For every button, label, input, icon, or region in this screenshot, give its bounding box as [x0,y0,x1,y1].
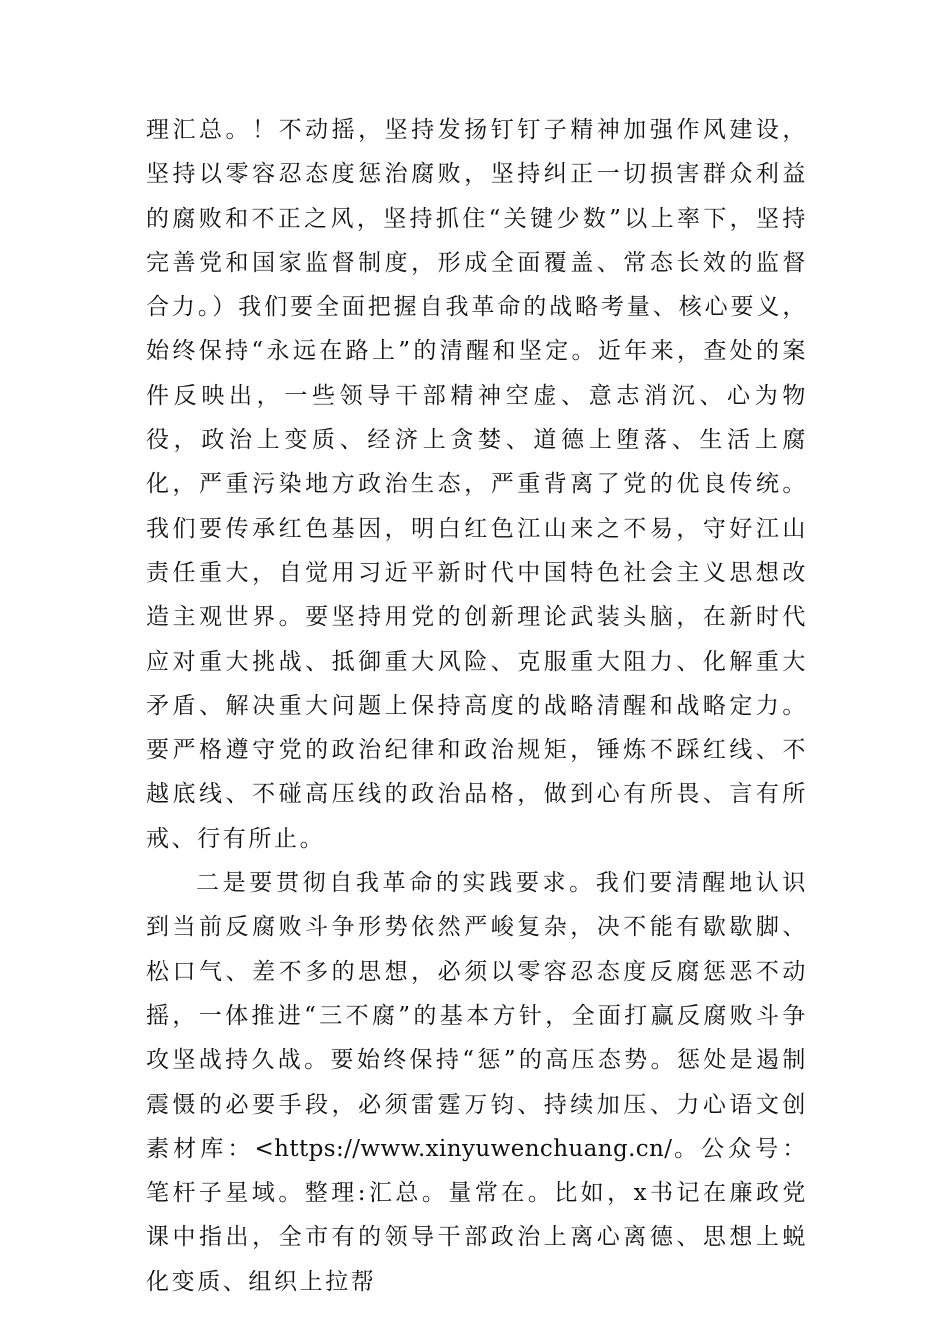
source-url: <https://www.xinyuwenchuang.cn/ [254,1135,673,1162]
paragraph-2-text-before-url: 二是要贯彻自我革命的实践要求。我们要清醒地认识到当前反腐败斗争形势依然严峻复杂，决不能有歇歇脚、松口气、差不多的思想，必须以零容忍态度反腐惩恶不动摇，一体推进“三不腐”的基本方针，全面打赢反腐败斗争攻坚战持久战。要始终保持“惩”的高压态势。惩处是遏制震慑的必要手段，必须雷霆万钧、持续加压、力心语文创素材库： [146,870,808,1162]
paragraph-1: 理汇总。！不动摇，坚持发扬钉钉子精神加强作风建设，坚持以零容忍态度惩治腐败，坚持纠正一切损害群众利益的腐败和不正之风，坚持抓住“关键少数”以上率下，坚持完善党和国家监督制度，形成全面覆盖、常态长效的监督合力。）我们要全面把握自我革命的战略考量、核心要义，始终保持“永远在路上”的清醒和坚定。近年来，查处的案件反映出，一些领导干部精神空虚、意志消沉、心为物役，政治上变质、经济上贪婪、道德上堕落、生活上腐化，严重污染地方政治生态，严重背离了党的优良传统。我们要传承红色基因，明白红色江山来之不易，守好江山责任重大，自觉用习近平新时代中国特色社会主义思想改造主观世界。要坚持用党的创新理论武装头脑，在新时代应对重大挑战、抵御重大风险、克服重大阻力、化解重大矛盾、解决重大问题上保持高度的战略清醒和战略定力。要严格遵守党的政治纪律和政治规矩，锤炼不踩红线、不越底线、不碰高压线的政治品格，做到心有所畏、言有所戒、行有所止。 [146,117,808,852]
document-page [146,108,808,1304]
paragraph-2-text-after-url: 。公众号：笔杆子星域。整理:汇总。量常在。比如，x书记在廉政党课中指出，全市有的领导干部政治上离心离德、思想上蜕化变质、组织上拉帮 [146,1135,809,1295]
paragraph-2 [146,861,808,1304]
